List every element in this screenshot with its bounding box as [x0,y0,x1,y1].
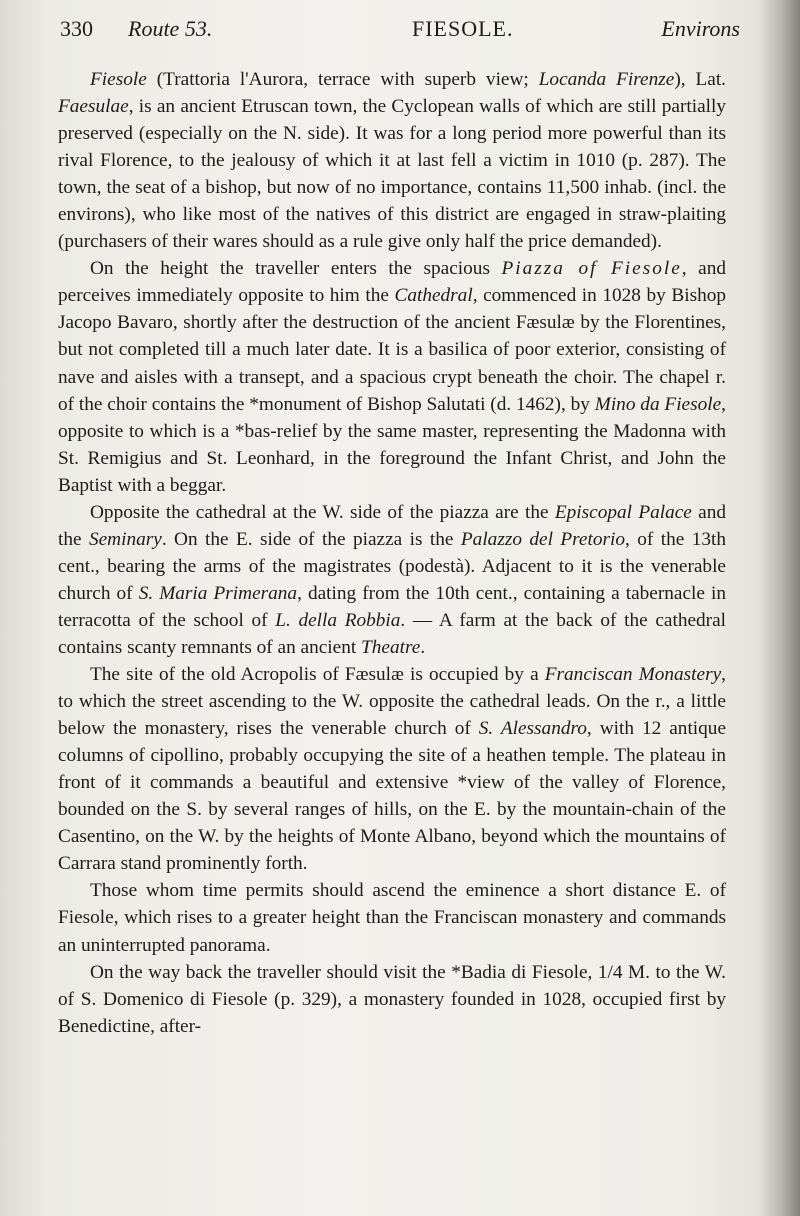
paragraph [58,499,726,661]
text-run: On the height the traveller enters the spacious [90,258,502,280]
italic-run: Episcopal Palace [554,501,692,523]
text-run: , opposite to which is a *bas-relief by the same master, representing the Madonna with St. Remigius and St. Leonhard, in the foreground the Infant Christ, and John the Baptist with a beggar. [58,393,726,496]
text-run: , and perceives immediately opposite to him the [58,258,726,307]
text-run: On the way back the traveller should visit the *Badia di Fiesole, 1/4 M. to the W. of S. Domenico di Fiesole (p. 329), a monastery founded in 1028, occupied first by Benedictine, after- [58,961,726,1037]
header-section: Environs [661,16,740,41]
italic-run: Faesulae [58,96,129,118]
page-gutter-shadow [758,0,800,1216]
page-number: 330 [60,16,93,41]
italic-run: S. Maria Primerana [138,582,298,604]
italic-run: Palazzo del Pretorio [460,528,625,550]
text-run: , with 12 antique columns of cipollino, probably occupying the site of a heathen temple. The plateau in front of it commands a beautiful and extensive *view of the valley of Florence, bounded on the S. by several ranges of hills, on the E. by the mountain-chain of the Casentino, on the W. by the heights of Monte Albano, beyond which the mountains of Carrara stand prominently forth. [58,718,726,875]
header-title: FIESOLE. [412,16,514,41]
text-run: The site of the old Acropolis of Fæsulæ is occupied by a [90,664,545,686]
text-run: . — A farm at the back of the cathedral contains scanty remnants of an ancient [58,609,727,658]
text-run: , of the 13th cent., bearing the arms of the magistrates (podestà). Adjacent to it is the venerable church of [58,528,726,604]
text-run: and the [58,501,727,550]
paragraph [58,959,726,1040]
text-run: (Trattoria l'Aurora, terrace with superb view; [146,69,539,90]
italic-run: S. Alessandro [478,718,587,740]
italic-run: Seminary [88,528,162,550]
italic-run: Mino da Fiesole [594,393,722,415]
running-header [60,12,740,46]
route-label: Route 53. [128,16,213,41]
paragraph [58,66,726,255]
italic-run: L. della Robbia [275,609,401,631]
italic-run: Piazza of Fiesole [501,258,682,280]
text-run: Those whom time permits should ascend the eminence a short distance E. of Fiesole, which rises to a greater height than the Franciscan monastery and commands an uninterrupted panorama. [58,880,726,956]
text-run: . On the E. side of the piazza is the [161,528,461,550]
text-run: , dating from the 10th cent., containing a tabernacle in terracotta of the school of [58,582,726,631]
italic-run: Fiesole [90,69,147,90]
body-text [58,66,726,1040]
text-run: . [420,636,426,658]
text-run: , to which the street ascending to the W. opposite the cathedral leads. On the r., a little below the monastery, rises the venerable church of [58,664,726,740]
text-run: ), Lat. [674,69,726,90]
text-run: , commenced in 1028 by Bishop Jacopo Bavaro, shortly after the destruction of the ancient Fæsulæ by the Florentines, but not completed till a much later date. It is a basilica of poor exterior, consisting of nave and aisles with a transept, and a spacious crypt beneath the choir. The chapel r. of the choir contains the *monument of Bishop Salutati (d. 1462), by [58,285,726,415]
italic-run: Locanda Firenze [538,69,675,90]
italic-run: Cathedral [394,285,473,307]
text-run: , is an ancient Etruscan town, the Cyclopean walls of which are still partially preserved (especially on the N. side). It was for a long period more powerful than its rival Florence, to the jealousy of which it at last fell a victim in 1010 (p. 287). The town, the seat of a bishop, but now of no importance, contains 11,500 inhab. (incl. the environs), who like most of the natives of this district are engaged in straw-plaiting (purchasers of their wares should as a rule give only half the price demanded). [58,96,726,253]
italic-run: Theatre [361,636,421,658]
paragraph [58,255,726,498]
text-run: Opposite the cathedral at the W. side of the piazza are the [90,501,555,523]
paragraph [58,877,726,958]
italic-run: Franciscan Monastery [544,664,722,686]
paragraph [58,661,726,877]
